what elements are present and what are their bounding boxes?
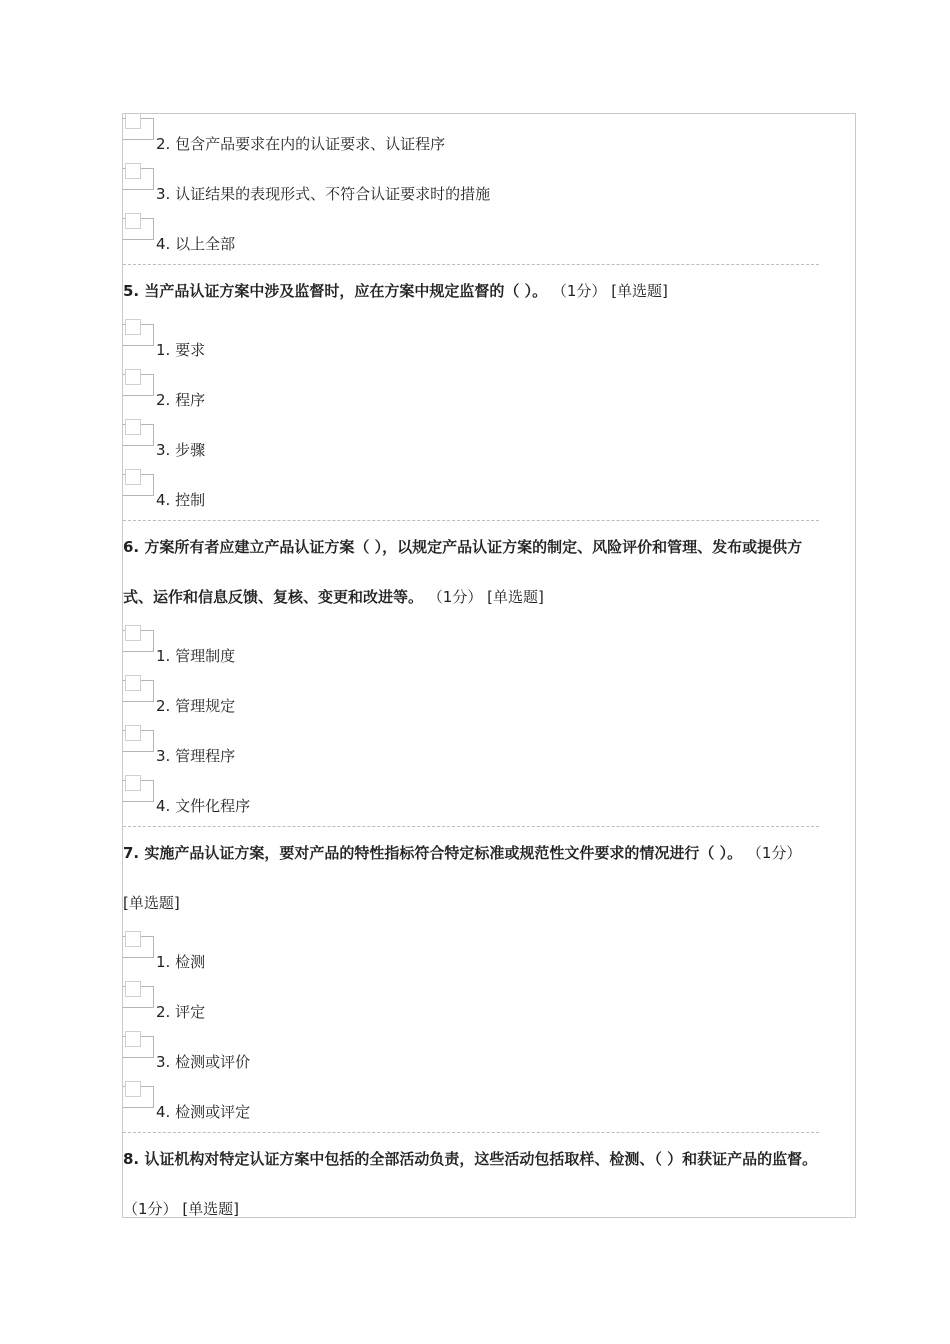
question-7-title: 7. 实施产品认证方案，要对产品的特性指标符合特定标准或规范性文件要求的情况进行（ ）。 （1分） [单选题] (123, 844, 802, 912)
option-checkbox[interactable] (123, 780, 154, 802)
option-label: 4. 检测或评定 (156, 1103, 251, 1121)
option-label: 3. 检测或评价 (156, 1053, 251, 1071)
option-label: 2. 程序 (156, 391, 206, 409)
option-item[interactable] (123, 932, 819, 982)
question-5-title: 5. 当产品认证方案中涉及监督时，应在方案中规定监督的（ ）。 （1分） [单选题] (123, 282, 668, 300)
question-8-title: 8. 认证机构对特定认证方案中包括的全部活动负责，这些活动包括取样、检测、（ ）和获证产品的监督。 （1分） [单选题] (123, 1150, 818, 1218)
option-item[interactable] (123, 470, 819, 520)
option-label: 4. 以上全部 (156, 235, 236, 253)
option-label: 1. 要求 (156, 341, 206, 359)
option-item[interactable] (123, 982, 819, 1032)
option-item[interactable] (123, 114, 819, 164)
option-item[interactable] (123, 726, 819, 776)
option-checkbox[interactable] (123, 630, 154, 652)
option-checkbox[interactable] (123, 324, 154, 346)
option-item[interactable] (123, 164, 819, 214)
option-checkbox[interactable] (123, 1036, 154, 1058)
option-checkbox[interactable] (123, 730, 154, 752)
option-item[interactable] (123, 626, 819, 676)
option-item[interactable] (123, 370, 819, 420)
option-item[interactable] (123, 1082, 819, 1132)
option-checkbox[interactable] (123, 986, 154, 1008)
option-item[interactable] (123, 420, 819, 470)
option-checkbox[interactable] (123, 936, 154, 958)
option-checkbox[interactable] (123, 218, 154, 240)
option-checkbox[interactable] (123, 168, 154, 190)
option-checkbox[interactable] (123, 680, 154, 702)
option-item[interactable] (123, 676, 819, 726)
option-label: 2. 管理规定 (156, 697, 236, 715)
option-label: 2. 评定 (156, 1003, 206, 1021)
option-label: 4. 控制 (156, 491, 206, 509)
option-label: 3. 管理程序 (156, 747, 236, 765)
question-6-title: 6. 方案所有者应建立产品认证方案（ ），以规定产品认证方案的制定、风险评价和管理、发布或提供方式、运作和信息反馈、复核、变更和改进等。 （1分） [单选题] (123, 538, 803, 606)
option-item[interactable] (123, 1032, 819, 1082)
option-checkbox[interactable] (123, 374, 154, 396)
option-item[interactable] (123, 214, 819, 264)
option-label: 1. 检测 (156, 953, 206, 971)
option-item[interactable] (123, 320, 819, 370)
option-item[interactable] (123, 776, 819, 826)
option-checkbox[interactable] (123, 474, 154, 496)
option-checkbox[interactable] (123, 1086, 154, 1108)
exam-panel (122, 113, 856, 1218)
option-label: 2. 包含产品要求在内的认证要求、认证程序 (156, 135, 446, 153)
option-checkbox[interactable] (123, 118, 154, 140)
option-label: 3. 步骤 (156, 441, 206, 459)
option-label: 4. 文件化程序 (156, 797, 251, 815)
option-checkbox[interactable] (123, 424, 154, 446)
option-label: 3. 认证结果的表现形式、不符合认证要求时的措施 (156, 185, 491, 203)
question-list (123, 114, 819, 1218)
option-label: 1. 管理制度 (156, 647, 236, 665)
